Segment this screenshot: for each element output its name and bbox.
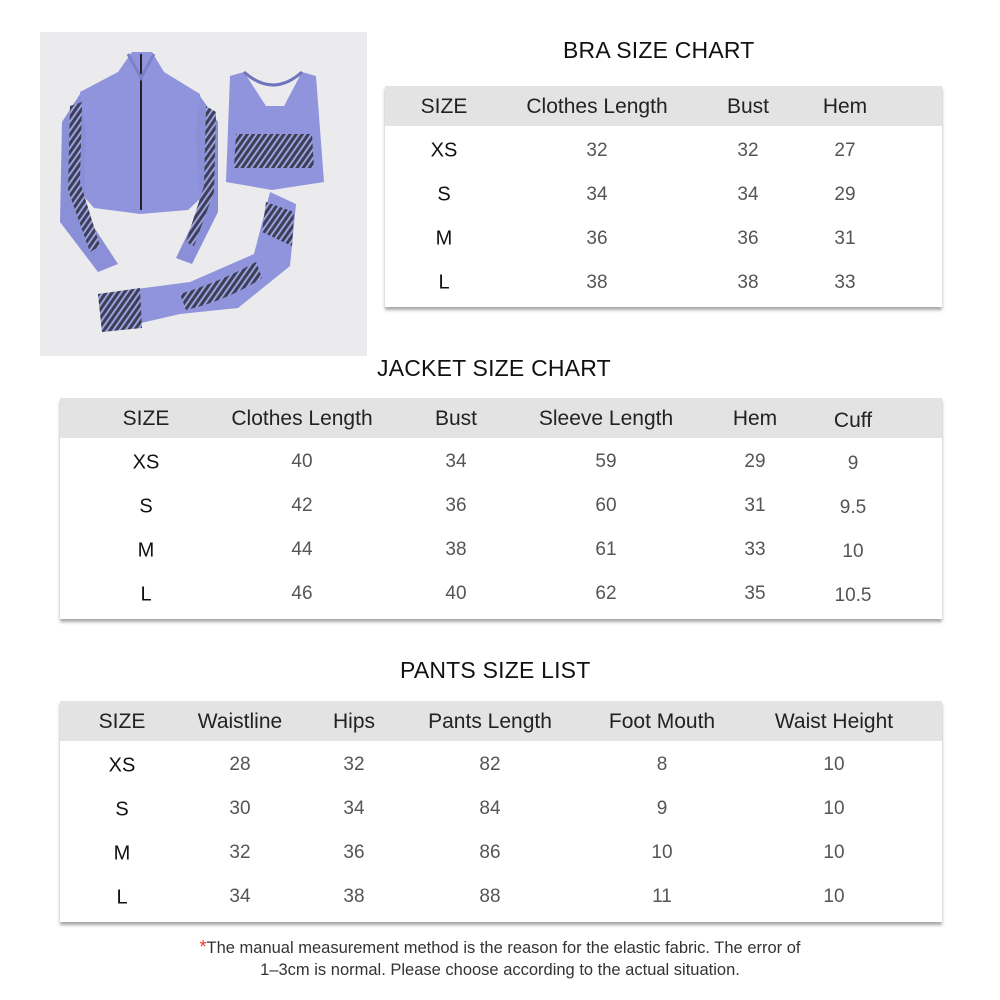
pants-cell: 32	[343, 754, 365, 775]
bra-cell: 36	[586, 228, 608, 249]
bra-chart-title: BRA SIZE CHART	[563, 37, 755, 63]
jacket-size-xs: XS	[132, 451, 160, 474]
jacket-size-m: M	[137, 539, 155, 562]
product-photo	[40, 32, 367, 356]
pants-size-m: M	[113, 842, 131, 865]
note-line-1	[0, 936, 1000, 959]
bra-cell: 33	[834, 272, 856, 293]
pants-cell: 34	[229, 886, 251, 907]
jacket-cell: 10	[842, 541, 864, 562]
pants-header-waist-height: Waist Height	[774, 710, 894, 733]
jacket-cell: 33	[744, 539, 766, 560]
pants-cell: 10	[823, 798, 845, 819]
bra-cell: 32	[737, 140, 759, 161]
pants-cell: 82	[479, 754, 501, 775]
jacket-cell: 62	[595, 583, 617, 604]
jacket-size-l: L	[140, 583, 152, 606]
pants-size-s: S	[115, 798, 129, 821]
bra-cell: 31	[834, 228, 856, 249]
jacket-chart-title: JACKET SIZE CHART	[377, 355, 611, 381]
pants-size-xs: XS	[108, 754, 136, 777]
jacket-cell: 46	[291, 583, 313, 604]
bra-size-table	[385, 86, 942, 307]
jacket-cell: 9	[847, 453, 859, 474]
jacket-header-hem: Hem	[732, 407, 778, 430]
pants-cell: 36	[343, 842, 365, 863]
bra-cell: 36	[737, 228, 759, 249]
jacket-size-s: S	[139, 495, 153, 518]
pants-cell: 32	[229, 842, 251, 863]
pants-cell: 38	[343, 886, 365, 907]
pants-cell: 10	[823, 842, 845, 863]
jacket-cell: 31	[744, 495, 766, 516]
jacket-cell: 35	[744, 583, 766, 604]
pants-cell: 10	[651, 842, 673, 863]
jacket-header-cuff: Cuff	[833, 409, 873, 432]
bra-header-size: SIZE	[420, 95, 468, 118]
asterisk-icon: *	[199, 937, 207, 957]
jacket-cell: 29	[744, 451, 766, 472]
jacket-cell: 40	[291, 451, 313, 472]
jacket-cell: 40	[445, 583, 467, 604]
jacket-cell: 9.5	[839, 497, 867, 518]
pants-size-table	[60, 701, 942, 922]
bra-cell: 38	[586, 272, 608, 293]
pants-cell: 88	[479, 886, 501, 907]
pants-cell: 10	[823, 886, 845, 907]
pants-list-title: PANTS SIZE LIST	[400, 657, 591, 683]
bra-size-l: L	[438, 271, 450, 294]
note-text-2: 1–3cm is normal. Please choose according to the actual situation.	[260, 961, 740, 979]
pants-cell: 84	[479, 798, 501, 819]
jacket-header-size: SIZE	[122, 407, 170, 430]
jacket-cell: 60	[595, 495, 617, 516]
note-text-1: The manual measurement method is the reason for the elastic fabric. The error of	[206, 939, 801, 957]
bra-cell: 32	[586, 140, 608, 161]
pants-header-hips: Hips	[332, 710, 376, 733]
bra-size-xs: XS	[430, 139, 458, 162]
pants-cell: 86	[479, 842, 501, 863]
pants-cell: 10	[823, 754, 845, 775]
jacket-cell: 61	[595, 539, 617, 560]
bra-cell: 29	[834, 184, 856, 205]
jacket-cell: 34	[445, 451, 467, 472]
jacket-header-clothes-length: Clothes Length	[231, 407, 373, 430]
jacket-header-sleeve-length: Sleeve Length	[538, 407, 674, 430]
pants-cell: 11	[652, 886, 672, 907]
bra-header-bust: Bust	[726, 95, 770, 118]
pants-size-l: L	[116, 886, 128, 909]
jacket-cell: 42	[291, 495, 313, 516]
measurement-note	[0, 936, 1000, 981]
pants-cell: 30	[229, 798, 251, 819]
jacket-cell: 36	[445, 495, 467, 516]
pants-cell: 34	[343, 798, 365, 819]
bra-size-m: M	[435, 227, 453, 250]
jacket-cell: 38	[445, 539, 467, 560]
jacket-cell: 59	[595, 451, 617, 472]
bra-size-s: S	[437, 183, 451, 206]
jacket-cell: 44	[291, 539, 313, 560]
jacket-table-header	[60, 398, 942, 438]
jacket-size-table	[60, 398, 942, 619]
pants-header-size: SIZE	[98, 710, 146, 733]
bra-cell: 27	[834, 140, 856, 161]
jacket-cell: 10.5	[834, 585, 872, 606]
pants-header-waistline: Waistline	[197, 710, 283, 733]
bra-header-hem: Hem	[822, 95, 868, 118]
bra-cell: 34	[737, 184, 759, 205]
pants-header-pants-length: Pants Length	[428, 710, 552, 733]
bra-header-clothes-length: Clothes Length	[526, 95, 668, 118]
pants-cell: 8	[656, 754, 668, 775]
jacket-header-bust: Bust	[434, 407, 478, 430]
pants-cell: 9	[656, 798, 668, 819]
pants-header-foot-mouth: Foot Mouth	[608, 710, 716, 733]
pants-cell: 28	[229, 754, 251, 775]
bra-cell: 38	[737, 272, 759, 293]
bra-cell: 34	[586, 184, 608, 205]
